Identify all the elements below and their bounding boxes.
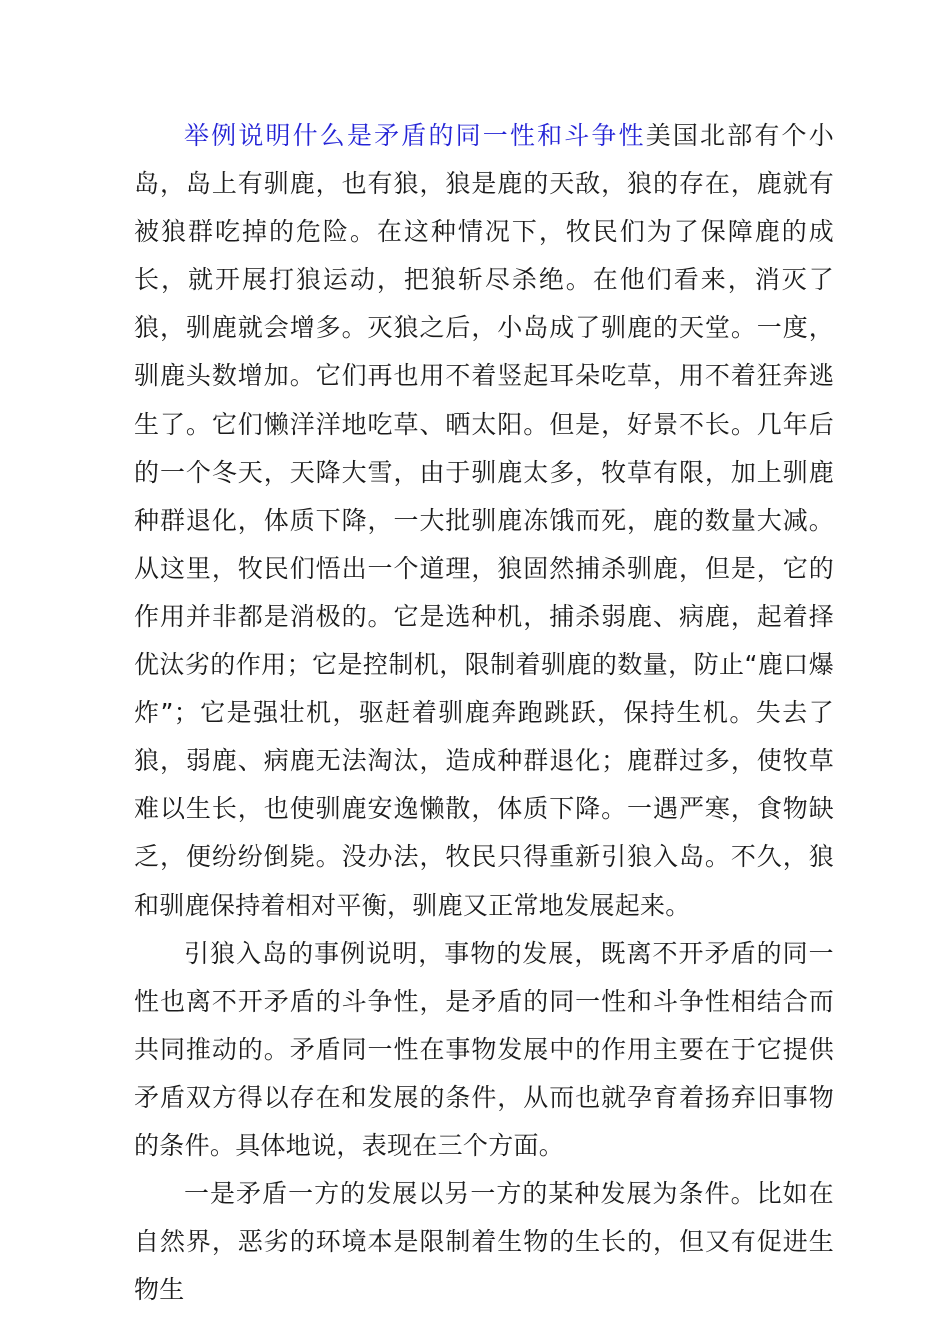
title-link[interactable]: 举例说明什么是矛盾的同一性和斗争性 [184,121,646,150]
paragraph-1-text: 美国北部有个小岛，岛上有驯鹿，也有狼，狼是鹿的天敌，狼的存在，鹿就有被狼群吃掉的危险。在这种情况下，牧民们为了保障鹿的成长，就开展打狼运动，把狼斩尽杀绝。在他们看来，消灭了狼，驯鹿就会增多。灭狼之后，小岛成了驯鹿的天堂。一度，驯鹿头数增加。它们再也用不着竖起耳朵吃草，用不着狂奔逃生了。它们懒洋洋地吃草、晒太阳。但是，好景不长。几年后的一个冬天，天降大雪，由于驯鹿太多，牧草有限，加上驯鹿种群退化，体质下降，一大批驯鹿冻饿而死，鹿的数量大减。从这里，牧民们悟出一个道理，狼固然捕杀驯鹿，但是，它的作用并非都是消极的。它是选种机，捕杀弱鹿、病鹿，起着择优汰劣的作用；它是控制机，限制着驯鹿的数量，防止“鹿口爆炸”；它是强壮机，驱赶着驯鹿奔跑跳跃，保持生机。失去了狼，弱鹿、病鹿无法淘汰，造成种群退化；鹿群过多，使牧草难以生长，也使驯鹿安逸懒散，体质下降。一遇严寒，食物缺乏，便纷纷倒毙。没办法，牧民只得重新引狼入岛。不久，狼和驯鹿保持着相对平衡，驯鹿又正常地发展起来。 [134,121,834,920]
paragraph-point-one: 一是矛盾一方的发展以另一方的某种发展为条件。比如在自然界，恶劣的环境本是限制着生物的生长的，但又有促进生物生 [134,1179,834,1305]
document-body [134,112,834,1314]
paragraph-analysis: 引狼入岛的事例说明，事物的发展，既离不开矛盾的同一性也离不开矛盾的斗争性，是矛盾的同一性和斗争性相结合而共同推动的。矛盾同一性在事物发展中的作用主要在于它提供矛盾双方得以存在和发展的条件，从而也就孕育着扬弃旧事物的条件。具体地说，表现在三个方面。 [134,938,834,1160]
paragraph-wolf-island [134,112,834,930]
